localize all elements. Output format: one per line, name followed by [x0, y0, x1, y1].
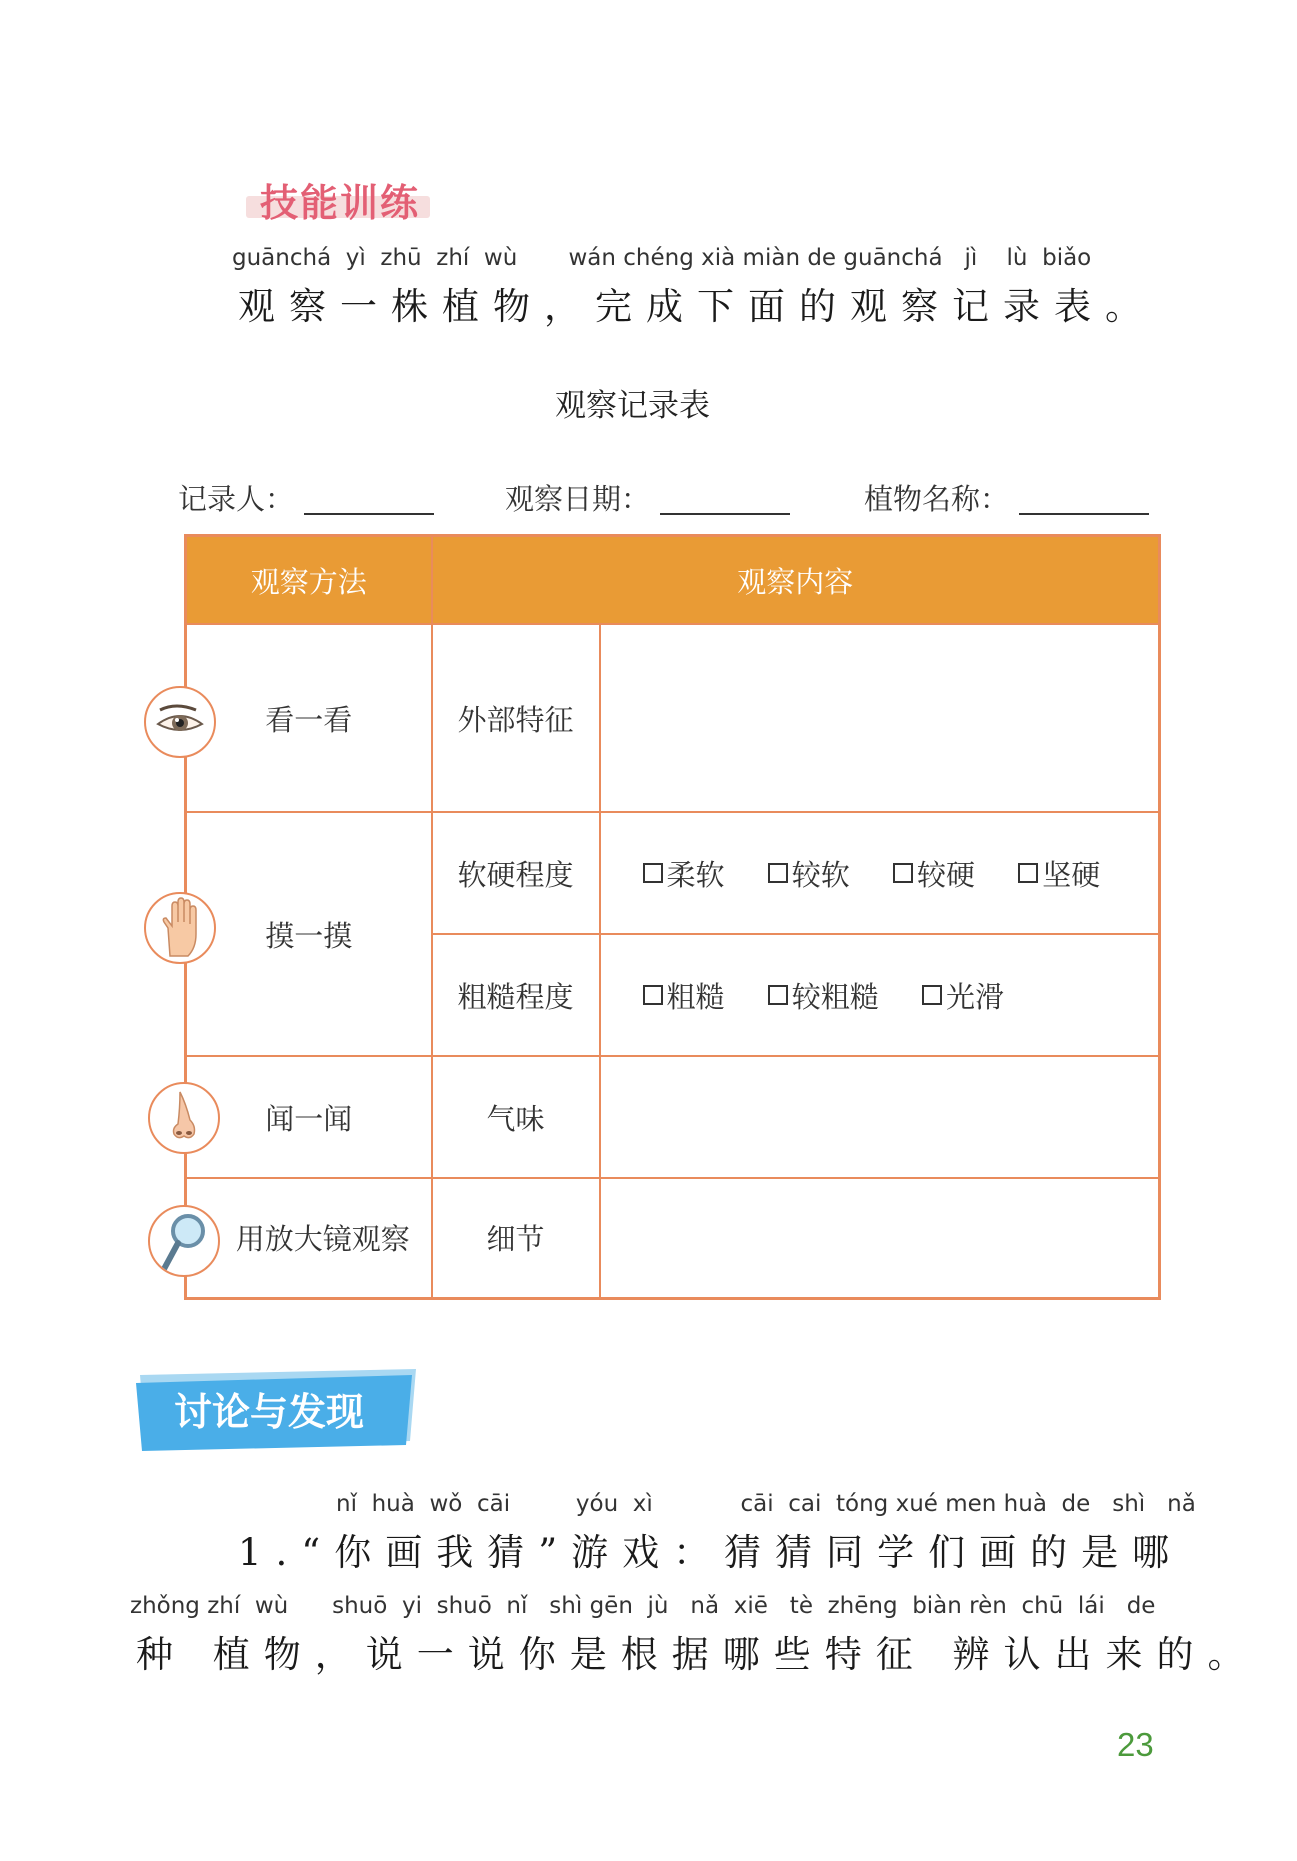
hardness-options [600, 812, 1160, 934]
content-odor[interactable] [600, 1056, 1160, 1178]
checkbox[interactable] [643, 985, 663, 1005]
instruction-pinyin: guānchá yì zhū zhí wù wán chéng xià miàn de guānchá jì lù biǎo [232, 245, 1092, 271]
eye-icon [144, 686, 216, 758]
content-details[interactable] [600, 1178, 1160, 1298]
discuss-line2-text: 种 植物，说一说你是根据哪些特征 辨认出来的。 [136, 1633, 1259, 1676]
method-touch: 摸一摸 [186, 812, 432, 1056]
skill-training-title: 技能训练 [260, 180, 421, 225]
content-appearance[interactable] [600, 624, 1160, 812]
item-appearance: 外部特征 [432, 624, 600, 812]
discuss-line1-pinyin: nǐ huà wǒ cāi yóu xì cāi cai tóng xué men huà de shì nǎ [336, 1491, 1196, 1517]
checkbox[interactable] [922, 985, 942, 1005]
option-smooth[interactable]: 光滑 [922, 975, 1004, 1016]
option-fairly-hard[interactable]: 较硬 [893, 853, 975, 894]
checkbox[interactable] [1018, 863, 1038, 883]
magnifier-icon [148, 1205, 220, 1277]
observation-table [184, 534, 1161, 1300]
header-content: 观察内容 [432, 536, 1160, 625]
discuss-title: 讨论与发现 [174, 1390, 365, 1434]
page-number: 23 [1117, 1726, 1154, 1763]
option-fairly-rough[interactable]: 较粗糙 [768, 975, 879, 1016]
method-look: 看一看 [186, 624, 432, 812]
item-hardness: 软硬程度 [432, 812, 600, 934]
method-smell: 闻一闻 [186, 1056, 432, 1178]
method-magnifier: 用放大镜观察 [186, 1178, 432, 1298]
item-odor: 气味 [432, 1056, 600, 1178]
date-blank[interactable] [660, 513, 790, 515]
item-details: 细节 [432, 1178, 600, 1298]
discuss-banner [134, 1365, 420, 1453]
recorder-label: 记录人： [178, 482, 295, 516]
header-method: 观察方法 [186, 536, 432, 625]
skill-training-heading [246, 172, 430, 225]
plant-name-blank[interactable] [1019, 513, 1149, 515]
nose-icon [148, 1082, 220, 1154]
option-fairly-soft[interactable]: 较软 [768, 853, 850, 894]
date-field [505, 477, 790, 518]
roughness-options [600, 934, 1160, 1056]
checkbox[interactable] [643, 863, 663, 883]
option-hard[interactable]: 坚硬 [1018, 853, 1100, 894]
date-label: 观察日期： [505, 482, 651, 516]
option-soft[interactable]: 柔软 [643, 853, 725, 894]
discuss-line2-pinyin: zhǒng zhí wù shuō yi shuō nǐ shì gēn jù nǎ xiē tè zhēng biàn rèn chū lái de [130, 1593, 1156, 1619]
recorder-blank[interactable] [304, 513, 434, 515]
checkbox[interactable] [768, 863, 788, 883]
instruction-text: 观察一株植物，完成下面的观察记录表。 [238, 285, 1156, 328]
recorder-field [178, 477, 434, 518]
option-rough[interactable]: 粗糙 [643, 975, 725, 1016]
item-roughness: 粗糙程度 [432, 934, 600, 1056]
discuss-line1-text: 1.“你画我猜”游戏：猜猜同学们画的是哪 [238, 1531, 1184, 1574]
plant-name-label: 植物名称： [864, 482, 1010, 516]
checkbox[interactable] [893, 863, 913, 883]
hand-icon [144, 892, 216, 964]
plant-name-field [864, 477, 1149, 518]
table-title: 观察记录表 [555, 388, 710, 424]
checkbox[interactable] [768, 985, 788, 1005]
